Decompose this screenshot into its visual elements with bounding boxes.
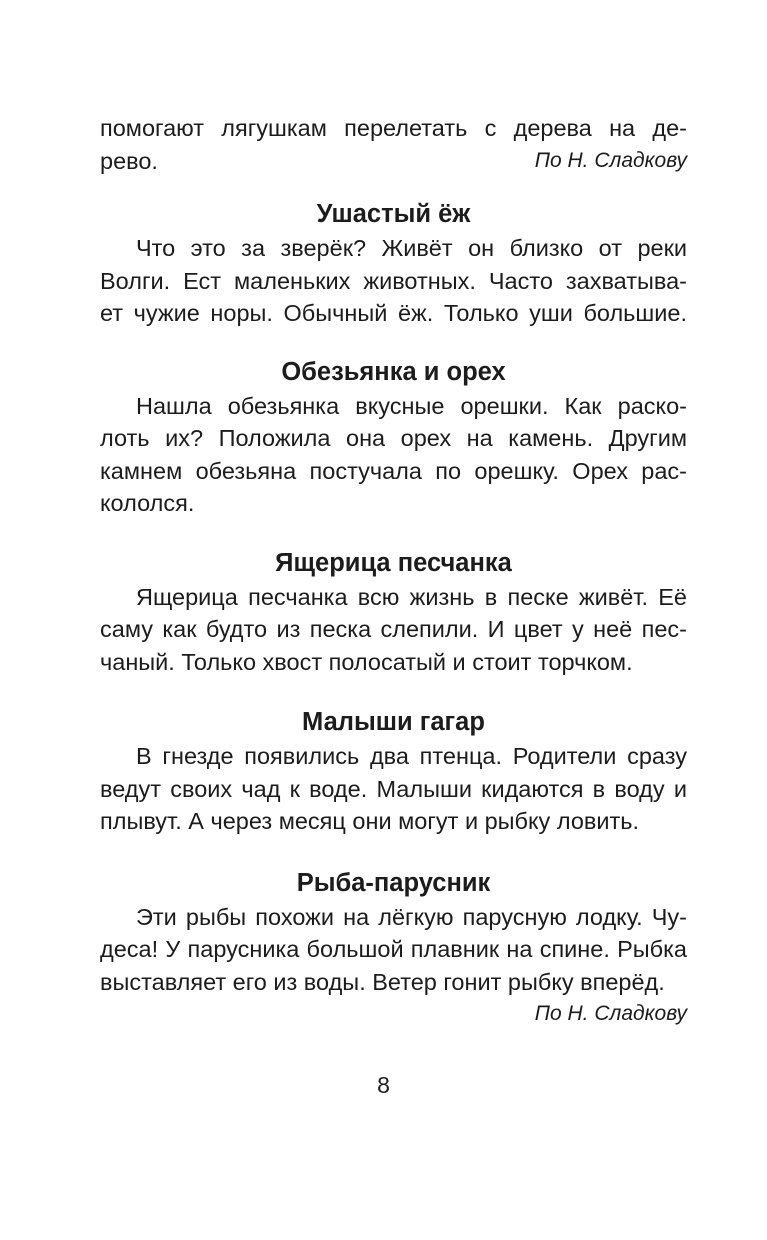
paragraph-line: камнем обезьяна постучала по орешку. Орех рас- <box>100 457 687 484</box>
paragraph-line: деса! У парусника большой плавник на спине. Рыбка <box>100 936 687 962</box>
paragraph-line: чаный. Только хвост полосатый и стоит торчком. <box>100 648 633 675</box>
paragraph-line: ведут своих чад к воде. Малыши кидаются в воду и <box>100 775 687 802</box>
paragraph-line: ет чужие норы. Обычный ёж. Только уши большие. <box>100 300 687 326</box>
author-credit: По Н. Сладкову <box>534 149 687 172</box>
paragraph-line: Что это за зверёк? Живёт он близко от реки <box>136 235 687 261</box>
author-credit: По Н. Сладкову <box>534 1002 687 1025</box>
paragraph-line: плывут. А через месяц они могут и рыбку ловить. <box>100 808 640 834</box>
section-paragraph <box>100 740 687 838</box>
paragraph-line: Ящерица песчанка всю жизнь в песке живёт. Её <box>136 583 687 610</box>
section-paragraph <box>100 901 687 999</box>
intro-line <box>100 145 687 178</box>
paragraph-line: В гнезде появились два птенца. Родители сразу <box>136 743 687 769</box>
section-title: Рыба-парусник <box>296 868 491 897</box>
intro-line-text: рево. <box>100 147 158 174</box>
section-paragraph <box>100 390 687 520</box>
paragraph-line: выставляет его из воды. Ветер гонит рыбку вперёд. <box>100 968 665 995</box>
section-paragraph <box>100 581 687 679</box>
paragraph-line: кололся. <box>100 490 195 516</box>
paragraph-line: Эти рыбы похожи на лёгкую парусную лодку. Чу- <box>136 903 687 930</box>
section-title: Ушастый ёж <box>316 200 471 228</box>
section-paragraph <box>100 232 687 330</box>
section-title: Ящерица песчанка <box>275 548 512 577</box>
page-number: 8 <box>377 1072 390 1098</box>
paragraph-line: Нашла обезьянка вкусные орешки. Как раско- <box>136 392 687 419</box>
paragraph-line: лоть их? Положила она орех на камень. Другим <box>100 425 687 451</box>
section-title: Обезьянка и орех <box>281 357 506 386</box>
intro-paragraph <box>100 112 687 177</box>
section-title: Малыши гагар <box>302 708 485 736</box>
page-content <box>100 112 687 1030</box>
paragraph-line: саму как будто из песка слепили. И цвет у неё пес- <box>100 616 687 642</box>
paragraph-line: Волги. Ест маленьких животных. Часто захватыва- <box>100 267 687 294</box>
intro-line: помогают лягушкам перелетать с дерева на де- <box>100 115 687 141</box>
